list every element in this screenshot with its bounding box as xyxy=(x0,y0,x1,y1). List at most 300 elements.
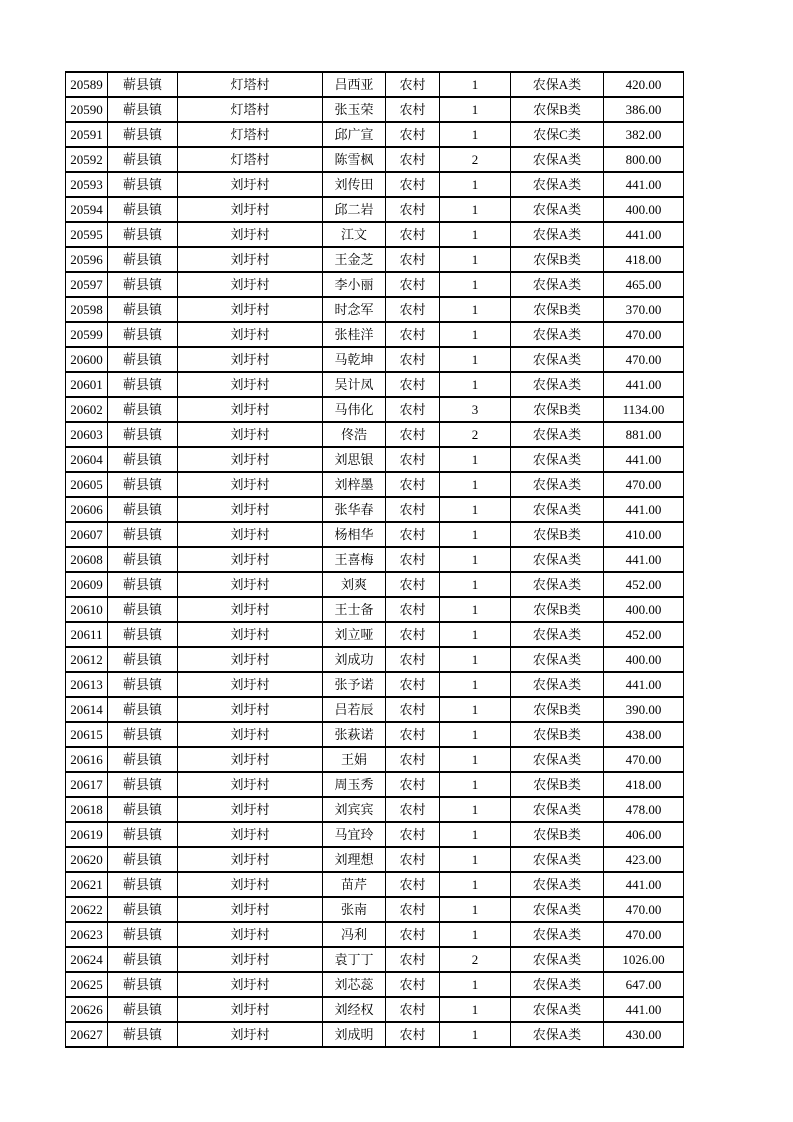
cell-residence_type: 农村 xyxy=(386,697,440,722)
cell-person_name: 袁丁丁 xyxy=(323,947,386,972)
table-row xyxy=(66,797,684,822)
cell-person_count: 1 xyxy=(440,897,511,922)
cell-amount: 441.00 xyxy=(604,547,684,572)
table-row xyxy=(66,422,684,447)
cell-insurance_category: 农保A类 xyxy=(511,572,604,597)
cell-person_name: 马伟化 xyxy=(323,397,386,422)
table-row xyxy=(66,122,684,147)
cell-serial_number: 20597 xyxy=(66,272,108,297)
cell-serial_number: 20626 xyxy=(66,997,108,1022)
cell-serial_number: 20618 xyxy=(66,797,108,822)
cell-person_name: 张桂洋 xyxy=(323,322,386,347)
cell-village: 刘圩村 xyxy=(178,522,323,547)
cell-person_count: 1 xyxy=(440,572,511,597)
cell-residence_type: 农村 xyxy=(386,522,440,547)
table-row xyxy=(66,447,684,472)
cell-village: 刘圩村 xyxy=(178,622,323,647)
cell-residence_type: 农村 xyxy=(386,147,440,172)
cell-amount: 441.00 xyxy=(604,672,684,697)
cell-person_count: 1 xyxy=(440,197,511,222)
cell-amount: 441.00 xyxy=(604,222,684,247)
table-row xyxy=(66,972,684,997)
cell-amount: 400.00 xyxy=(604,647,684,672)
cell-serial_number: 20589 xyxy=(66,72,108,97)
table-row xyxy=(66,997,684,1022)
cell-person_name: 王娟 xyxy=(323,747,386,772)
cell-insurance_category: 农保A类 xyxy=(511,672,604,697)
cell-insurance_category: 农保A类 xyxy=(511,197,604,222)
cell-town: 蕲县镇 xyxy=(108,547,178,572)
cell-residence_type: 农村 xyxy=(386,747,440,772)
table-row xyxy=(66,522,684,547)
cell-insurance_category: 农保A类 xyxy=(511,972,604,997)
cell-person_count: 1 xyxy=(440,647,511,672)
cell-person_name: 刘经权 xyxy=(323,997,386,1022)
cell-amount: 420.00 xyxy=(604,72,684,97)
cell-town: 蕲县镇 xyxy=(108,647,178,672)
cell-amount: 441.00 xyxy=(604,997,684,1022)
cell-person_count: 1 xyxy=(440,997,511,1022)
cell-person_count: 1 xyxy=(440,222,511,247)
table-row xyxy=(66,247,684,272)
cell-serial_number: 20613 xyxy=(66,672,108,697)
cell-serial_number: 20605 xyxy=(66,472,108,497)
cell-town: 蕲县镇 xyxy=(108,897,178,922)
cell-town: 蕲县镇 xyxy=(108,522,178,547)
table-row xyxy=(66,222,684,247)
cell-amount: 441.00 xyxy=(604,172,684,197)
cell-residence_type: 农村 xyxy=(386,472,440,497)
cell-insurance_category: 农保A类 xyxy=(511,497,604,522)
cell-serial_number: 20602 xyxy=(66,397,108,422)
cell-amount: 418.00 xyxy=(604,772,684,797)
cell-residence_type: 农村 xyxy=(386,572,440,597)
cell-person_name: 刘芯蕊 xyxy=(323,972,386,997)
cell-serial_number: 20595 xyxy=(66,222,108,247)
cell-person_count: 1 xyxy=(440,547,511,572)
cell-serial_number: 20615 xyxy=(66,722,108,747)
cell-person_name: 刘传田 xyxy=(323,172,386,197)
cell-insurance_category: 农保A类 xyxy=(511,272,604,297)
cell-town: 蕲县镇 xyxy=(108,397,178,422)
cell-insurance_category: 农保A类 xyxy=(511,922,604,947)
cell-village: 刘圩村 xyxy=(178,922,323,947)
cell-serial_number: 20603 xyxy=(66,422,108,447)
cell-serial_number: 20610 xyxy=(66,597,108,622)
table-row xyxy=(66,547,684,572)
cell-person_count: 1 xyxy=(440,447,511,472)
cell-amount: 470.00 xyxy=(604,747,684,772)
cell-serial_number: 20600 xyxy=(66,347,108,372)
cell-town: 蕲县镇 xyxy=(108,622,178,647)
cell-town: 蕲县镇 xyxy=(108,847,178,872)
cell-person_count: 1 xyxy=(440,672,511,697)
cell-insurance_category: 农保A类 xyxy=(511,322,604,347)
cell-village: 刘圩村 xyxy=(178,972,323,997)
table-row xyxy=(66,572,684,597)
cell-town: 蕲县镇 xyxy=(108,697,178,722)
cell-person_name: 佟浩 xyxy=(323,422,386,447)
table-body xyxy=(66,72,684,1047)
table-row xyxy=(66,672,684,697)
cell-person_count: 1 xyxy=(440,922,511,947)
cell-residence_type: 农村 xyxy=(386,672,440,697)
cell-village: 刘圩村 xyxy=(178,822,323,847)
cell-person_count: 1 xyxy=(440,847,511,872)
cell-residence_type: 农村 xyxy=(386,322,440,347)
cell-village: 刘圩村 xyxy=(178,472,323,497)
cell-village: 刘圩村 xyxy=(178,247,323,272)
cell-residence_type: 农村 xyxy=(386,122,440,147)
cell-town: 蕲县镇 xyxy=(108,797,178,822)
cell-insurance_category: 农保A类 xyxy=(511,222,604,247)
cell-insurance_category: 农保B类 xyxy=(511,97,604,122)
cell-amount: 418.00 xyxy=(604,247,684,272)
cell-insurance_category: 农保A类 xyxy=(511,947,604,972)
cell-person_name: 时念军 xyxy=(323,297,386,322)
cell-amount: 441.00 xyxy=(604,872,684,897)
cell-village: 刘圩村 xyxy=(178,747,323,772)
cell-insurance_category: 农保A类 xyxy=(511,1022,604,1047)
cell-serial_number: 20617 xyxy=(66,772,108,797)
cell-serial_number: 20619 xyxy=(66,822,108,847)
table-row xyxy=(66,372,684,397)
cell-person_name: 刘梓墨 xyxy=(323,472,386,497)
cell-person_name: 张玉荣 xyxy=(323,97,386,122)
cell-person_name: 陈雪枫 xyxy=(323,147,386,172)
cell-insurance_category: 农保B类 xyxy=(511,522,604,547)
cell-amount: 430.00 xyxy=(604,1022,684,1047)
cell-residence_type: 农村 xyxy=(386,822,440,847)
cell-village: 刘圩村 xyxy=(178,672,323,697)
table-row xyxy=(66,97,684,122)
cell-town: 蕲县镇 xyxy=(108,772,178,797)
cell-town: 蕲县镇 xyxy=(108,872,178,897)
cell-village: 刘圩村 xyxy=(178,297,323,322)
cell-residence_type: 农村 xyxy=(386,872,440,897)
cell-insurance_category: 农保A类 xyxy=(511,872,604,897)
cell-person_name: 张予诺 xyxy=(323,672,386,697)
cell-residence_type: 农村 xyxy=(386,772,440,797)
cell-person_name: 刘成明 xyxy=(323,1022,386,1047)
cell-person_name: 张华春 xyxy=(323,497,386,522)
cell-village: 刘圩村 xyxy=(178,597,323,622)
cell-person_count: 1 xyxy=(440,722,511,747)
table-row xyxy=(66,147,684,172)
cell-insurance_category: 农保A类 xyxy=(511,647,604,672)
cell-village: 刘圩村 xyxy=(178,397,323,422)
cell-amount: 800.00 xyxy=(604,147,684,172)
cell-residence_type: 农村 xyxy=(386,597,440,622)
cell-village: 刘圩村 xyxy=(178,697,323,722)
cell-residence_type: 农村 xyxy=(386,847,440,872)
cell-amount: 470.00 xyxy=(604,322,684,347)
cell-amount: 1026.00 xyxy=(604,947,684,972)
cell-town: 蕲县镇 xyxy=(108,747,178,772)
cell-residence_type: 农村 xyxy=(386,997,440,1022)
cell-amount: 370.00 xyxy=(604,297,684,322)
cell-residence_type: 农村 xyxy=(386,447,440,472)
cell-serial_number: 20599 xyxy=(66,322,108,347)
cell-village: 刘圩村 xyxy=(178,272,323,297)
cell-person_name: 马宜玲 xyxy=(323,822,386,847)
cell-person_name: 邱广宣 xyxy=(323,122,386,147)
cell-person_count: 1 xyxy=(440,522,511,547)
cell-village: 刘圩村 xyxy=(178,347,323,372)
cell-person_count: 1 xyxy=(440,972,511,997)
table-row xyxy=(66,697,684,722)
table-row xyxy=(66,722,684,747)
cell-town: 蕲县镇 xyxy=(108,297,178,322)
cell-amount: 478.00 xyxy=(604,797,684,822)
cell-town: 蕲县镇 xyxy=(108,672,178,697)
cell-town: 蕲县镇 xyxy=(108,222,178,247)
cell-person_count: 1 xyxy=(440,72,511,97)
cell-town: 蕲县镇 xyxy=(108,147,178,172)
cell-person_count: 1 xyxy=(440,1022,511,1047)
cell-serial_number: 20591 xyxy=(66,122,108,147)
cell-serial_number: 20624 xyxy=(66,947,108,972)
cell-insurance_category: 农保B类 xyxy=(511,297,604,322)
cell-serial_number: 20612 xyxy=(66,647,108,672)
cell-person_count: 1 xyxy=(440,347,511,372)
cell-insurance_category: 农保A类 xyxy=(511,547,604,572)
cell-person_name: 张萩诺 xyxy=(323,722,386,747)
cell-residence_type: 农村 xyxy=(386,72,440,97)
cell-insurance_category: 农保B类 xyxy=(511,697,604,722)
cell-town: 蕲县镇 xyxy=(108,97,178,122)
cell-insurance_category: 农保A类 xyxy=(511,622,604,647)
cell-village: 刘圩村 xyxy=(178,497,323,522)
cell-amount: 452.00 xyxy=(604,622,684,647)
cell-person_count: 1 xyxy=(440,872,511,897)
cell-village: 刘圩村 xyxy=(178,197,323,222)
cell-serial_number: 20625 xyxy=(66,972,108,997)
cell-serial_number: 20601 xyxy=(66,372,108,397)
cell-serial_number: 20590 xyxy=(66,97,108,122)
cell-amount: 423.00 xyxy=(604,847,684,872)
cell-amount: 470.00 xyxy=(604,897,684,922)
cell-village: 刘圩村 xyxy=(178,547,323,572)
cell-residence_type: 农村 xyxy=(386,972,440,997)
cell-person_name: 吴计凤 xyxy=(323,372,386,397)
cell-person_count: 1 xyxy=(440,297,511,322)
cell-person_count: 1 xyxy=(440,797,511,822)
cell-village: 刘圩村 xyxy=(178,647,323,672)
cell-village: 刘圩村 xyxy=(178,897,323,922)
table-row xyxy=(66,772,684,797)
cell-village: 灯塔村 xyxy=(178,147,323,172)
table-row xyxy=(66,347,684,372)
cell-person_count: 2 xyxy=(440,947,511,972)
cell-amount: 386.00 xyxy=(604,97,684,122)
cell-insurance_category: 农保B类 xyxy=(511,822,604,847)
cell-insurance_category: 农保A类 xyxy=(511,447,604,472)
cell-person_count: 1 xyxy=(440,822,511,847)
table-row xyxy=(66,272,684,297)
cell-serial_number: 20594 xyxy=(66,197,108,222)
cell-village: 刘圩村 xyxy=(178,997,323,1022)
cell-serial_number: 20608 xyxy=(66,547,108,572)
cell-serial_number: 20623 xyxy=(66,922,108,947)
table-row xyxy=(66,297,684,322)
cell-insurance_category: 农保B类 xyxy=(511,397,604,422)
cell-person_count: 1 xyxy=(440,772,511,797)
cell-serial_number: 20604 xyxy=(66,447,108,472)
cell-town: 蕲县镇 xyxy=(108,597,178,622)
cell-amount: 1134.00 xyxy=(604,397,684,422)
table-row xyxy=(66,472,684,497)
cell-person_count: 1 xyxy=(440,172,511,197)
cell-village: 灯塔村 xyxy=(178,72,323,97)
cell-residence_type: 农村 xyxy=(386,97,440,122)
cell-village: 刘圩村 xyxy=(178,372,323,397)
cell-person_name: 刘成功 xyxy=(323,647,386,672)
insurance-payment-table xyxy=(65,71,684,1048)
cell-amount: 465.00 xyxy=(604,272,684,297)
cell-town: 蕲县镇 xyxy=(108,497,178,522)
cell-serial_number: 20593 xyxy=(66,172,108,197)
cell-town: 蕲县镇 xyxy=(108,922,178,947)
cell-village: 刘圩村 xyxy=(178,422,323,447)
cell-village: 刘圩村 xyxy=(178,1022,323,1047)
cell-town: 蕲县镇 xyxy=(108,947,178,972)
cell-town: 蕲县镇 xyxy=(108,997,178,1022)
table-row xyxy=(66,922,684,947)
cell-village: 刘圩村 xyxy=(178,947,323,972)
cell-person_name: 冯利 xyxy=(323,922,386,947)
cell-person_name: 王金芝 xyxy=(323,247,386,272)
cell-person_count: 3 xyxy=(440,397,511,422)
table-row xyxy=(66,622,684,647)
cell-town: 蕲县镇 xyxy=(108,447,178,472)
cell-insurance_category: 农保A类 xyxy=(511,847,604,872)
cell-town: 蕲县镇 xyxy=(108,197,178,222)
cell-village: 灯塔村 xyxy=(178,97,323,122)
cell-person_count: 1 xyxy=(440,122,511,147)
table-row xyxy=(66,897,684,922)
cell-residence_type: 农村 xyxy=(386,547,440,572)
cell-insurance_category: 农保A类 xyxy=(511,72,604,97)
cell-person_name: 刘爽 xyxy=(323,572,386,597)
cell-residence_type: 农村 xyxy=(386,422,440,447)
cell-amount: 647.00 xyxy=(604,972,684,997)
cell-residence_type: 农村 xyxy=(386,647,440,672)
cell-insurance_category: 农保A类 xyxy=(511,472,604,497)
cell-village: 刘圩村 xyxy=(178,872,323,897)
cell-amount: 470.00 xyxy=(604,347,684,372)
table-row xyxy=(66,322,684,347)
table-row xyxy=(66,947,684,972)
cell-amount: 441.00 xyxy=(604,372,684,397)
cell-person_name: 邱二岩 xyxy=(323,197,386,222)
cell-insurance_category: 农保A类 xyxy=(511,372,604,397)
cell-person_name: 张南 xyxy=(323,897,386,922)
cell-insurance_category: 农保A类 xyxy=(511,897,604,922)
cell-serial_number: 20621 xyxy=(66,872,108,897)
cell-residence_type: 农村 xyxy=(386,197,440,222)
cell-amount: 406.00 xyxy=(604,822,684,847)
cell-serial_number: 20627 xyxy=(66,1022,108,1047)
cell-residence_type: 农村 xyxy=(386,947,440,972)
cell-residence_type: 农村 xyxy=(386,297,440,322)
cell-village: 刘圩村 xyxy=(178,447,323,472)
cell-person_name: 刘立哑 xyxy=(323,622,386,647)
table-row xyxy=(66,172,684,197)
cell-village: 刘圩村 xyxy=(178,797,323,822)
cell-amount: 441.00 xyxy=(604,447,684,472)
cell-person_count: 1 xyxy=(440,597,511,622)
cell-person_name: 吕若辰 xyxy=(323,697,386,722)
cell-town: 蕲县镇 xyxy=(108,1022,178,1047)
cell-amount: 441.00 xyxy=(604,497,684,522)
cell-serial_number: 20598 xyxy=(66,297,108,322)
cell-town: 蕲县镇 xyxy=(108,72,178,97)
cell-person_name: 刘思银 xyxy=(323,447,386,472)
cell-insurance_category: 农保A类 xyxy=(511,997,604,1022)
cell-insurance_category: 农保B类 xyxy=(511,772,604,797)
cell-town: 蕲县镇 xyxy=(108,722,178,747)
cell-village: 刘圩村 xyxy=(178,722,323,747)
cell-village: 刘圩村 xyxy=(178,847,323,872)
cell-person_name: 吕西亚 xyxy=(323,72,386,97)
table-row xyxy=(66,497,684,522)
cell-residence_type: 农村 xyxy=(386,497,440,522)
cell-insurance_category: 农保B类 xyxy=(511,247,604,272)
cell-serial_number: 20596 xyxy=(66,247,108,272)
cell-person_name: 马乾坤 xyxy=(323,347,386,372)
cell-insurance_category: 农保A类 xyxy=(511,797,604,822)
cell-person_count: 1 xyxy=(440,697,511,722)
cell-town: 蕲县镇 xyxy=(108,372,178,397)
cell-person_count: 1 xyxy=(440,497,511,522)
cell-insurance_category: 农保A类 xyxy=(511,347,604,372)
cell-person_name: 王喜梅 xyxy=(323,547,386,572)
cell-town: 蕲县镇 xyxy=(108,572,178,597)
cell-insurance_category: 农保C类 xyxy=(511,122,604,147)
cell-residence_type: 农村 xyxy=(386,1022,440,1047)
cell-person_count: 1 xyxy=(440,622,511,647)
cell-village: 灯塔村 xyxy=(178,122,323,147)
cell-residence_type: 农村 xyxy=(386,897,440,922)
cell-town: 蕲县镇 xyxy=(108,472,178,497)
cell-person_count: 1 xyxy=(440,372,511,397)
cell-amount: 400.00 xyxy=(604,597,684,622)
cell-residence_type: 农村 xyxy=(386,922,440,947)
cell-amount: 410.00 xyxy=(604,522,684,547)
cell-amount: 390.00 xyxy=(604,697,684,722)
cell-residence_type: 农村 xyxy=(386,347,440,372)
cell-insurance_category: 农保A类 xyxy=(511,147,604,172)
cell-town: 蕲县镇 xyxy=(108,322,178,347)
cell-person_name: 杨相华 xyxy=(323,522,386,547)
cell-person_name: 王士备 xyxy=(323,597,386,622)
cell-insurance_category: 农保A类 xyxy=(511,422,604,447)
cell-residence_type: 农村 xyxy=(386,372,440,397)
cell-town: 蕲县镇 xyxy=(108,422,178,447)
table-row xyxy=(66,647,684,672)
cell-person_count: 1 xyxy=(440,322,511,347)
cell-person_count: 1 xyxy=(440,247,511,272)
cell-residence_type: 农村 xyxy=(386,272,440,297)
cell-serial_number: 20616 xyxy=(66,747,108,772)
table-row xyxy=(66,847,684,872)
cell-serial_number: 20606 xyxy=(66,497,108,522)
cell-amount: 382.00 xyxy=(604,122,684,147)
cell-person_count: 1 xyxy=(440,97,511,122)
cell-serial_number: 20622 xyxy=(66,897,108,922)
cell-person_name: 江文 xyxy=(323,222,386,247)
